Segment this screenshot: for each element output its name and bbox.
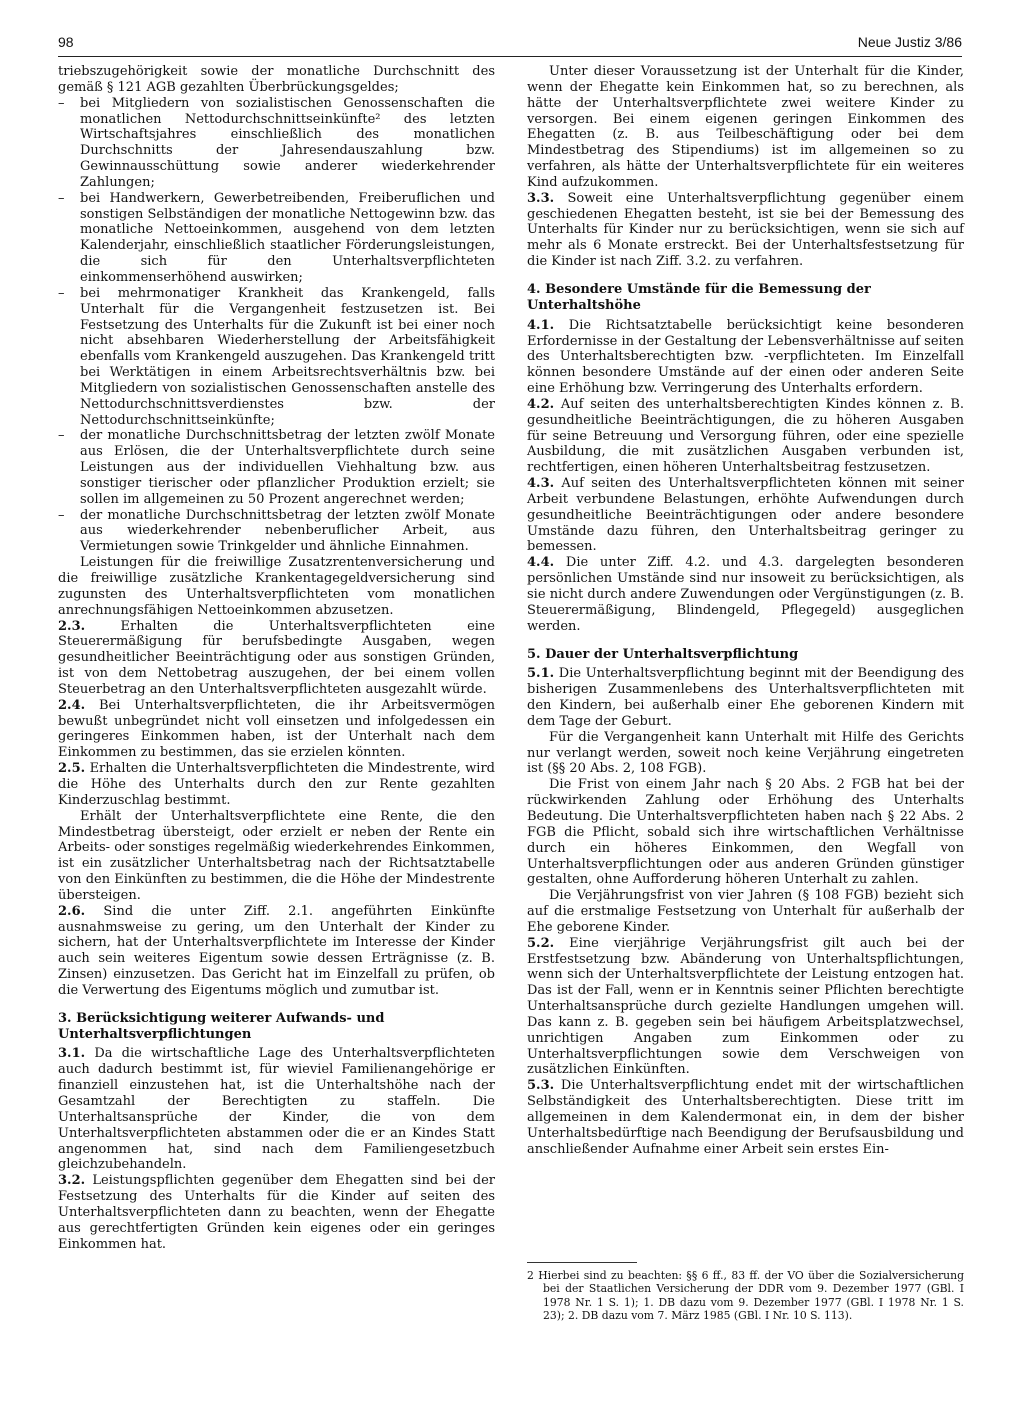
numbered-paragraph	[527, 555, 964, 634]
indented-paragraph: Für die Vergangenheit kann Unterhalt mit Hilfe des Gerichts nur verlangt werden, soweit noch keine Verjährung eingetreten ist (§§ 20 Abs. 2, 108 FGB).	[527, 729, 964, 777]
paragraph-number: 4.4.	[527, 555, 555, 571]
numbered-paragraph	[527, 1078, 964, 1157]
indented-paragraph: Leistungen für die freiwillige Zusatzrentenversicherung und die freiwillige zusätzliche Krankentagegeldversicherung sind zugunsten des Unterhaltsverpflichteten vom monatlichen anrechnungsfähigen Nettoeinkommen abzusetzen.	[58, 555, 495, 618]
paragraph-text: Leistungspflichten gegenüber dem Ehegatten sind bei der Festsetzung des Unterhalts für die Kinder auf seiten des Unterhaltsverpflichteten dann zu beachten, wenn der Ehegatte aus gerechtfertigten Gründen kein eigenes oder ein geringes Einkommen hat.	[58, 1173, 496, 1252]
paragraph-number: 2.6.	[58, 903, 86, 919]
paragraph-number: 4.3.	[527, 476, 555, 492]
dash-list-item: – der monatliche Durchschnittsbetrag der letzten zwölf Monate aus wiederkehrender nebenberuflicher Arbeit, aus Vermietungen sowie Trinkgelder und ähnliche Einnahmen.	[58, 508, 495, 556]
paragraph-number: 2.4.	[58, 697, 86, 713]
dash-list-item: – bei Mitgliedern von sozialistischen Genossenschaften die monatlichen Nettodurchschnittseinkünfte² des letzten Wirtschaftsjahres einschließlich des monatlichen Durchschnitts der Jahresendauszahlung bzw. Gewinnausschüttung sowie anderer wiederkehrender Zahlungen;	[58, 96, 495, 191]
paragraph-text: Erhalten die Unterhaltsverpflichteten die Mindestrente, wird die Höhe des Unterhalts durch den zur Rente gezahlten Kinderzuschlag bestimmt.	[58, 761, 495, 808]
section-heading: 3. Berücksichtigung weiterer Aufwands- und Unterhaltsverpflichtungen	[58, 1010, 385, 1042]
numbered-paragraph	[527, 666, 964, 729]
footnote: 2 Hierbei sind zu beachten: §§ 6 ff., 83 ff. der VO über die Sozialversicherung bei der Staatlichen Versicherung der DDR vom 9. Dezember 1977 (GBl. I 1978 Nr. 1 S. 1); 1. DB dazu vom 9. Dezember 1977 (GBl. I 1978 Nr. 1 S. 23); 2. DB dazu vom 7. März 1985 (GBl. I Nr. 10 S. 113).	[527, 1269, 964, 1323]
paragraph-text: Da die wirtschaftliche Lage des Unterhaltsverpflichteten auch dadurch bestimmt ist, für wieviel Familienangehörige er finanziell einzustehen hat, ist die Unterhaltshöhe nach der Gesamtzahl der Berechtigten zu staffeln. Die Unterhaltsansprüche der Kinder, die von dem Unterhaltsverpflichteten abstammen oder die er an Kindes Statt angenommen hat, sind nach dem Familiengesetzbuch gleichzubehandeln.	[58, 1046, 495, 1173]
paragraph-text: Soweit eine Unterhaltsverpflichtung gegenüber einem geschiedenen Ehegatten besteht, ist sie bei der Bemessung des Unterhalts für Kinder nur zu berücksichtigen, wenn sie sich auf mehr als 6 Monate erstreckt. Bei der Unterhaltsfestsetzung für die Kinder ist nach Ziff. 3.2. zu verfahren.	[527, 190, 964, 270]
numbered-paragraph	[58, 904, 495, 999]
paragraph-number: 2.5.	[58, 761, 86, 777]
left-column	[58, 64, 495, 1252]
paragraph-text: Bei Unterhaltsverpflichteten, die ihr Arbeitsvermögen bewußt unbegründet nicht voll einsetzen und infolgedessen ein geringeres Einkommen haben, ist der Unterhalt nach dem Einkommen zu bestimmen, das sie erzielen könnten.	[58, 697, 495, 761]
page-number: 98	[58, 34, 74, 50]
paragraph-number: 5.3.	[527, 1078, 555, 1094]
paragraph-number: 2.3.	[58, 618, 86, 634]
paragraph-text: Auf seiten des unterhaltsberechtigten Kindes können z. B. gesundheitliche Beeinträchtigungen, die zu höheren Ausgaben für seine Betreuung und Versorgung führen, oder eine spezielle Ausbildung, die mit zusätzlichen Ausgaben verbunden ist, rechtfertigen, einen höheren Unterhaltsbeitrag festzusetzen.	[527, 396, 965, 476]
numbered-paragraph	[527, 397, 964, 476]
journal-issue: Neue Justiz 3/86	[857, 34, 962, 50]
paragraph-number: 4.1.	[527, 317, 555, 333]
numbered-paragraph	[58, 1173, 495, 1252]
paragraph-text: Auf seiten des Unterhaltsverpflichteten können mit seiner Arbeit verbundene Belastungen, erhöhte Aufwendungen durch gesundheitliche Beeinträchtigungen oder andere besondere Umstände dazu führen, den Unterhaltsbeitrag geringer zu bemessen.	[527, 476, 964, 555]
numbered-paragraph	[58, 698, 495, 761]
page-header	[58, 30, 962, 57]
dash-list-item: – bei mehrmonatiger Krankheit das Krankengeld, falls Unterhalt für die Vergangenheit festzusetzen ist. Bei Festsetzung des Unterhalts für die Zukunft ist bei einer noch nicht absehbaren Wiederherstellung der Arbeitsfähigkeit ebenfalls vom Krankengeld auszugehen. Das Krankengeld tritt bei Werktätigen in einem Arbeitsrechtsverhältnis bzw. bei Mitgliedern von sozialistischen Genossenschaften anstelle des Nettodurchschnittsverdienstes bzw. der Nettodurchschnittseinkünfte;	[58, 286, 495, 429]
paragraph-text: Die Richtsatztabelle berücksichtigt keine besonderen Erfordernisse in der Gestaltung der Lebensverhältnisse auf seiten des Unterhaltsberechtigten bzw. -verpflichteten. Im Einzelfall können besondere Umstände auf der einen oder anderen Seite eine Erhöhung bzw. Verringerung des Unterhalts erfordern.	[527, 317, 964, 397]
paragraph-number: 3.2.	[58, 1173, 86, 1189]
paragraph-number: 3.3.	[527, 190, 555, 206]
paragraph-text: Sind die unter Ziff. 2.1. angeführten Einkünfte ausnahmsweise zu gering, um den Unterhalt der Kinder zu sichern, hat der Unterhaltsverpflichtete im Interesse der Kinder auch sein weiteres Eigentum sowie dessen Erträgnisse (z. B. Zinsen) einzusetzen. Das Gericht hat im Einzelfall zu prüfen, ob die Verwertung des Eigentums möglich und zumutbar ist.	[58, 903, 496, 998]
paragraph: triebszugehörigkeit sowie der monatliche Durchschnitt des gemäß § 121 AGB gezahlten Überbrückungsgeldes;	[58, 64, 495, 95]
numbered-paragraph	[527, 476, 964, 555]
numbered-paragraph	[527, 936, 964, 1079]
paragraph-text: Die Unterhaltsverpflichtung beginnt mit der Beendigung des bisherigen Zusammenlebens des Unterhaltsverpflichteten mit den Kindern, bei außerhalb einer Ehe geborenen Kindern mit dem Tage der Geburt.	[527, 666, 964, 729]
indented-paragraph: Erhält der Unterhaltsverpflichtete eine Rente, die den Mindestbetrag übersteigt, oder erzielt er neben der Rente ein Arbeits- oder sonstiges regelmäßig wiederkehrendes Einkommen, ist ein zusätzlicher Unterhaltsbetrag nach der Richtsatztabelle von den Einkünften zu bestimmen, die die Höhe der Mindestrente übersteigen.	[58, 808, 495, 903]
paragraph-number: 5.2.	[527, 935, 555, 951]
numbered-paragraph	[58, 1046, 495, 1173]
numbered-paragraph	[58, 761, 495, 809]
paragraph-number: 4.2.	[527, 396, 555, 412]
dash-list-item: – bei Handwerkern, Gewerbetreibenden, Freiberuflichen und sonstigen Selbständigen der monatliche Nettogewinn bzw. das monatliche Nettoeinkommen, ausgehend von dem letzten Kalenderjahr, einschließlich staatlicher Förderungsleistungen, die sich für den Unterhaltsverpflichteten einkommenserhöhend auswirken;	[58, 191, 495, 286]
paragraph-text: Die unter Ziff. 4.2. und 4.3. dargelegten besonderen persönlichen Umstände sind nur insoweit zu berücksichtigen, als sie nicht durch andere Zuwendungen oder Vergünstigungen (z. B. Steuerermäßigung, Blindengeld, Pflegegeld) ausgeglichen werden.	[527, 555, 964, 634]
footnotes	[527, 1262, 964, 1323]
numbered-paragraph	[527, 191, 964, 270]
numbered-paragraph	[58, 619, 495, 698]
indented-paragraph: Unter dieser Voraussetzung ist der Unterhalt für die Kinder, wenn der Ehegatte kein Einkommen hat, so zu berechnen, als hätte der Unterhaltsverpflichtete zwei weitere Kinder zu versorgen. Bei einem eigenen geringen Einkommen des Ehegatten (z. B. aus Teilbeschäftigung oder bei dem Mindestbetrag des Stipendiums) ist im allgemeinen so zu verfahren, als hätte der Unterhaltsverpflichtete für ein weiteres Kind aufzukommen.	[527, 64, 964, 190]
section-heading: 4. Besondere Umstände für die Bemessung der Unterhaltshöhe	[527, 281, 871, 313]
numbered-paragraph	[527, 318, 964, 397]
paragraph-text: Eine vierjährige Verjährungsfrist gilt auch bei der Erstfestsetzung bzw. Abänderung von Unterhaltspflichtungen, wenn sich der Unterhaltsverpflichtete der Leistung entzogen hat. Das ist der Fall, wenn er in Kenntnis seiner Pflichten berechtigte Unterhaltsansprüche durch gezielte Handlungen umgehen will. Das kann z. B. gegeben sein bei häufigem Arbeitsplatzwechsel, unrichtigen Angaben zum Einkommen oder zu Unterhaltsverpflichtungen sowie dem Verschweigen von zusätzlichen Einkünften.	[527, 935, 964, 1078]
paragraph-number: 5.1.	[527, 666, 555, 682]
footnote-rule	[527, 1262, 637, 1263]
indented-paragraph: Die Frist von einem Jahr nach § 20 Abs. 2 FGB hat bei der rückwirkenden Zahlung oder Erhöhung des Unterhalts Bedeutung. Die Unterhaltsverpflichteten haben nach § 22 Abs. 2 FGB die Pflicht, sobald sich ihre wirtschaftlichen Verhältnisse durch ein höheres Einkommen, den Wegfall von Unterhaltsverpflichtungen oder aus anderen Gründen günstiger gestalten, ohne Aufforderung höheren Unterhalt zu zahlen.	[527, 777, 964, 888]
section-heading: 5. Dauer der Unterhaltsverpflichtung	[527, 646, 799, 662]
paragraph-number: 3.1.	[58, 1046, 86, 1062]
paragraph-text: Erhalten die Unterhaltsverpflichteten eine Steuerermäßigung für berufsbedingte Ausgaben, wegen gesundheitlicher Beeinträchtigung oder aus sonstigen Gründen, ist von dem Nettobetrag auszugehen, der bei einem vollen Steuerbetrag an den Unterhaltsverpflichteten ausgezahlt würde.	[58, 618, 495, 697]
right-column	[527, 64, 964, 1158]
dash-list-item: – der monatliche Durchschnittsbetrag der letzten zwölf Monate aus Erlösen, die der Unterhaltsverpflichtete durch seine Leistungen aus der individuellen Viehhaltung bzw. aus sonstiger tierischer oder pflanzlicher Produktion erzielt; sie sollen im allgemeinen zu 50 Prozent angerechnet werden;	[58, 428, 495, 507]
indented-paragraph: Die Verjährungsfrist von vier Jahren (§ 108 FGB) bezieht sich auf die erstmalige Festsetzung von Unterhalt für außerhalb der Ehe geborene Kinder.	[527, 888, 964, 935]
paragraph-text: Die Unterhaltsverpflichtung endet mit der wirtschaftlichen Selbständigkeit des Unterhaltsberechtigten. Diese tritt im allgemeinen in dem Kalendermonat ein, in dem der bisher Unterhaltsbedürftige nach Beendigung der Berufsausbildung und anschließender Aufnahme einer Arbeit sein erstes Ein-	[527, 1078, 964, 1157]
